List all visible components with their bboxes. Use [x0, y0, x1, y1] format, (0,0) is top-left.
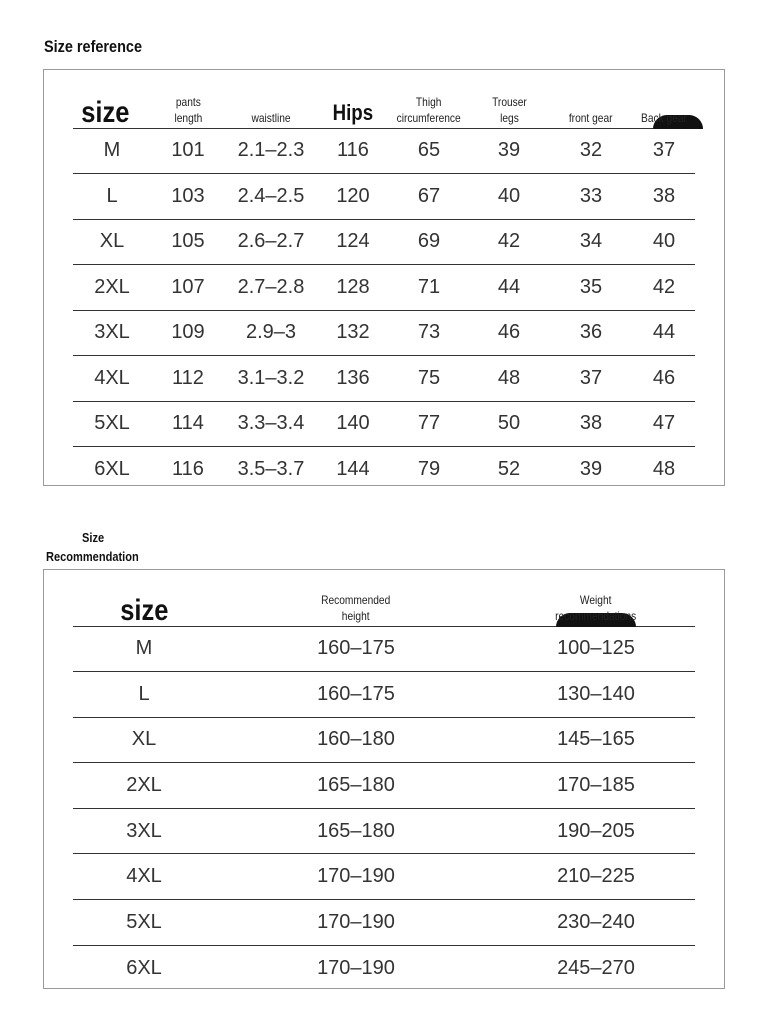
cell-trouser-legs: 44: [469, 265, 549, 311]
cell-size: 5XL: [73, 401, 151, 447]
cell-hips: 144: [336, 458, 370, 480]
cell-waistline: 2.1–2.3: [225, 128, 317, 174]
header-recommended-height: Recommended height: [215, 588, 497, 626]
size-reference-table: [73, 88, 695, 492]
cell-thigh: 75: [389, 356, 469, 402]
cell-hips: 132: [317, 310, 389, 356]
cell-trouser-legs: 40: [469, 174, 549, 220]
cell-front-gear: 37: [549, 356, 633, 402]
cell-size: 6XL: [94, 458, 130, 480]
cell-size: 3XL: [73, 808, 215, 854]
cell-trouser-legs: 52: [497, 458, 521, 480]
cell-pants-length: 114: [151, 401, 225, 447]
cell-waistline: 2.4–2.5: [225, 174, 317, 220]
cell-trouser-legs: 39: [469, 128, 549, 174]
cell-height: 165–180: [215, 808, 497, 854]
cell-weight: 170–185: [497, 763, 695, 809]
cell-weight: 130–140: [497, 672, 695, 718]
cell-weight: 210–225: [497, 854, 695, 900]
size-recommendation-row: [73, 808, 695, 854]
size-recommendation-table: [73, 588, 695, 991]
cell-hips: 136: [317, 356, 389, 402]
size-reference-row: [73, 310, 695, 356]
cell-hips: 128: [317, 265, 389, 311]
cell-size: L: [73, 174, 151, 220]
size-reference-row: [73, 265, 695, 311]
cell-waistline: 3.3–3.4: [225, 401, 317, 447]
cell-height: 170–190: [215, 854, 497, 900]
header-thigh-circumference: Thigh circumference: [389, 88, 469, 128]
cell-back-gear: 44: [633, 310, 695, 356]
cell-trouser-legs: 48: [469, 356, 549, 402]
cell-thigh: 73: [389, 310, 469, 356]
cell-front-gear: 34: [549, 219, 633, 265]
cell-size: 5XL: [73, 900, 215, 946]
cell-size: M: [73, 626, 215, 672]
header-size: size: [73, 88, 151, 128]
cell-size: L: [73, 672, 215, 718]
cell-size: XL: [73, 219, 151, 265]
header-weight-recommendations: Weight recommendations: [497, 588, 695, 626]
cell-thigh: 69: [389, 219, 469, 265]
cell-weight: 100–125: [497, 626, 695, 672]
cell-front-gear: 36: [549, 310, 633, 356]
cell-size: 2XL: [73, 763, 215, 809]
size-recommendation-row: [73, 763, 695, 809]
size-recommendation-row: [73, 626, 695, 672]
size-recommendation-row: [73, 717, 695, 763]
cell-trouser-legs: 46: [469, 310, 549, 356]
cell-pants-length: 103: [151, 174, 225, 220]
cell-back-gear: 47: [633, 401, 695, 447]
cell-weight: 230–240: [497, 900, 695, 946]
cell-pants-length: 116: [172, 458, 204, 480]
cell-height: 170–190: [215, 900, 497, 946]
cell-size: 4XL: [73, 854, 215, 900]
cell-hips: 120: [317, 174, 389, 220]
cell-back-gear: 48: [652, 458, 676, 480]
size-recommendation-header-row: [73, 588, 695, 626]
cell-waistline: 3.5–3.7: [237, 458, 305, 480]
size-reference-header-row: [73, 88, 695, 128]
cell-pants-length: 112: [151, 356, 225, 402]
size-recommendation-row: [73, 854, 695, 900]
cell-size: M: [73, 128, 151, 174]
size-reference-row: [73, 219, 695, 265]
cell-size: 2XL: [73, 265, 151, 311]
cell-back-gear: 46: [633, 356, 695, 402]
size-recommendation-title-line2: Recommendation: [46, 549, 139, 564]
cell-front-gear: 38: [549, 401, 633, 447]
header-waistline: waistline: [225, 88, 317, 128]
cell-back-gear: 37: [633, 128, 695, 174]
cell-height: 165–180: [215, 763, 497, 809]
size-reference-row: [73, 128, 695, 174]
cell-size: 4XL: [73, 356, 151, 402]
size-recommendation-row: [73, 945, 695, 991]
cell-thigh: 71: [389, 265, 469, 311]
header-pants-length: pants length: [151, 88, 225, 128]
cell-thigh: 77: [389, 401, 469, 447]
cell-back-gear: 40: [633, 219, 695, 265]
cell-trouser-legs: 50: [469, 401, 549, 447]
cell-front-gear: 35: [549, 265, 633, 311]
cell-back-gear: 38: [633, 174, 695, 220]
cell-waistline: 2.7–2.8: [225, 265, 317, 311]
cell-waistline: 2.9–3: [225, 310, 317, 356]
cell-waistline: 2.6–2.7: [225, 219, 317, 265]
cell-height: 170–190: [317, 956, 395, 979]
cell-front-gear: 32: [549, 128, 633, 174]
cell-size: 3XL: [73, 310, 151, 356]
cell-height: 160–180: [215, 717, 497, 763]
cell-front-gear: 39: [579, 458, 603, 480]
header-back-gear: Back gear: [633, 88, 695, 128]
cell-height: 160–175: [215, 672, 497, 718]
header-size: size: [73, 588, 215, 626]
size-reference-row: [73, 174, 695, 220]
header-front-gear: front gear: [549, 88, 633, 128]
size-recommendation-row: [73, 672, 695, 718]
size-reference-title: Size reference: [44, 37, 143, 56]
cell-hips: 116: [317, 128, 389, 174]
cell-weight: 245–270: [557, 956, 635, 979]
size-reference-row: [73, 401, 695, 447]
cell-size: 6XL: [126, 956, 162, 979]
size-recommendation-title-line1: Size: [82, 530, 105, 545]
cell-size: XL: [73, 717, 215, 763]
header-trouser-legs: Trouser legs: [469, 88, 549, 128]
cell-thigh: 65: [389, 128, 469, 174]
size-reference-row: [73, 447, 695, 493]
cell-thigh: 79: [417, 458, 441, 480]
cell-front-gear: 33: [549, 174, 633, 220]
cell-pants-length: 105: [151, 219, 225, 265]
cell-back-gear: 42: [633, 265, 695, 311]
cell-hips: 124: [317, 219, 389, 265]
cell-height: 160–175: [215, 626, 497, 672]
cell-pants-length: 101: [151, 128, 225, 174]
cell-weight: 190–205: [497, 808, 695, 854]
cell-pants-length: 107: [151, 265, 225, 311]
header-hips: Hips: [317, 88, 389, 128]
cell-thigh: 67: [389, 174, 469, 220]
cell-weight: 145–165: [497, 717, 695, 763]
size-recommendation-row: [73, 900, 695, 946]
size-reference-row: [73, 356, 695, 402]
cell-pants-length: 109: [151, 310, 225, 356]
cell-waistline: 3.1–3.2: [225, 356, 317, 402]
cell-trouser-legs: 42: [469, 219, 549, 265]
cell-hips: 140: [317, 401, 389, 447]
